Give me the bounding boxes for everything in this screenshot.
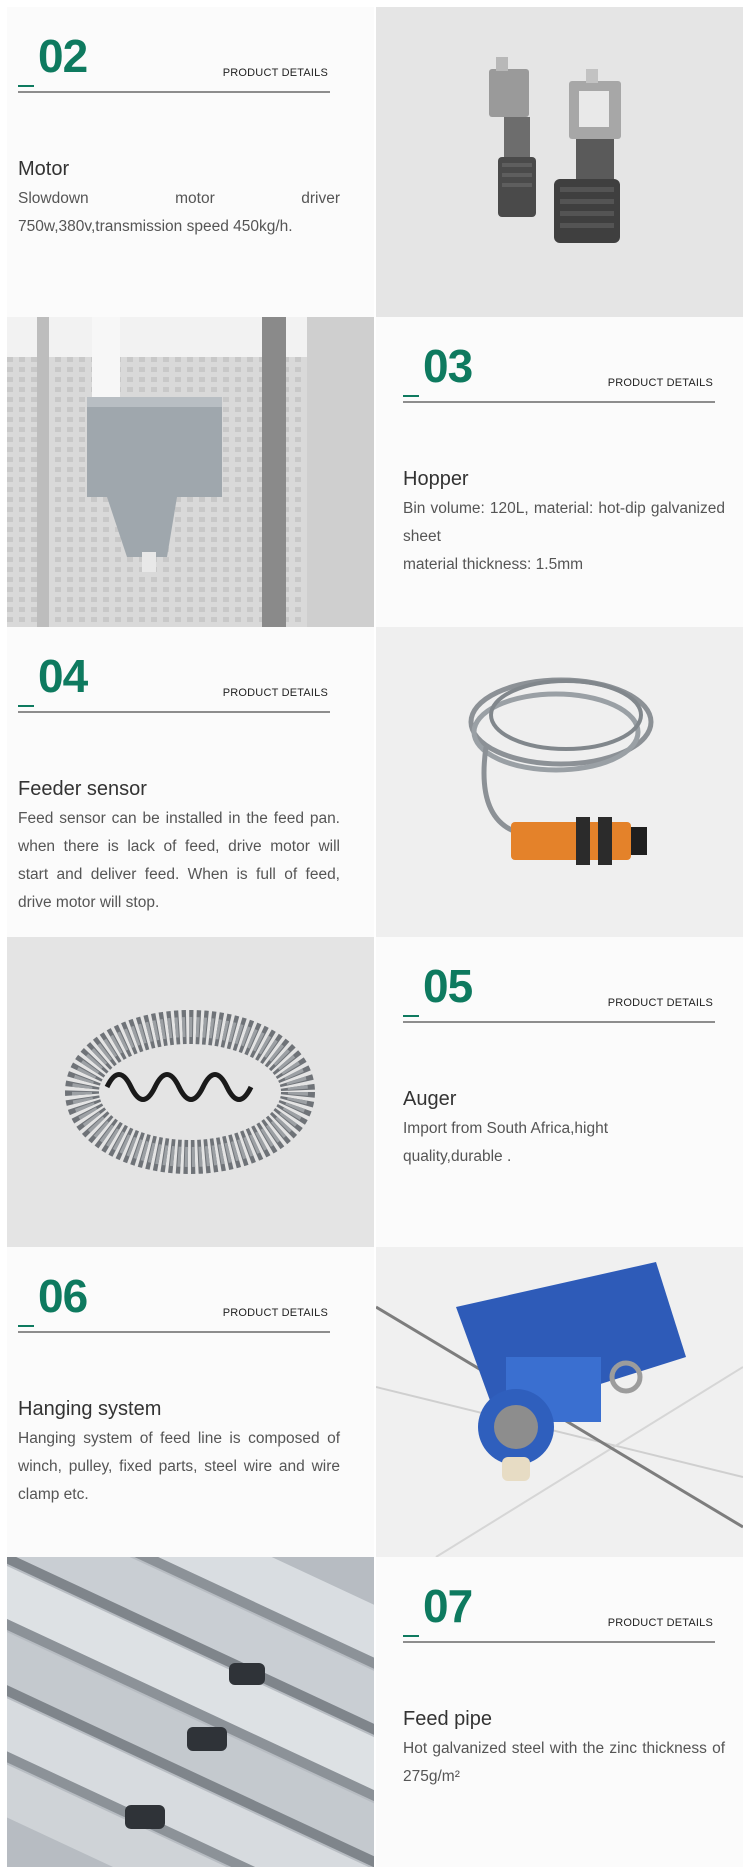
description-line-2: material thickness: 1.5mm [403, 556, 584, 573]
auger-image [7, 937, 374, 1247]
section-number: 05 [423, 960, 473, 1012]
product-details-label: PRODUCT DETAILS [607, 997, 713, 1009]
section-description: Slowdown motor driver 750w,380v,transmission speed 450kg/h. [18, 190, 340, 235]
accent-tick [18, 85, 34, 87]
section-feeder-sensor [7, 627, 744, 937]
section-description [403, 495, 725, 579]
section-heading [18, 649, 338, 709]
sensor-image [376, 627, 743, 937]
product-details-label: PRODUCT DETAILS [222, 67, 328, 79]
accent-tick [403, 1635, 419, 1637]
hopper-image [7, 317, 374, 627]
section-description: Import from South Africa,hight quality,durable . [403, 1120, 609, 1165]
section-hanging-system [7, 1247, 744, 1557]
hanging-system-image [376, 1247, 743, 1557]
section-number: 06 [38, 1270, 88, 1322]
product-details-label: PRODUCT DETAILS [607, 377, 713, 389]
auger-text-panel [376, 937, 743, 1247]
section-heading [403, 959, 723, 1019]
description-line-1: Bin volume: 120L, material: hot-dip galvanized sheet [403, 500, 725, 545]
accent-tick [403, 1015, 419, 1017]
motor-image [376, 7, 743, 317]
heading-divider [18, 91, 330, 93]
feed-pipe-image [7, 1557, 374, 1867]
heading-divider [18, 711, 330, 713]
section-number: 02 [38, 30, 88, 82]
hanging-text-panel [7, 1247, 374, 1557]
section-feed-pipe [7, 1557, 744, 1867]
section-description: Hanging system of feed line is composed of winch, pulley, fixed parts, steel wire and wire clamp etc. [18, 1430, 340, 1503]
section-heading [403, 339, 723, 399]
accent-tick [403, 395, 419, 397]
heading-divider [403, 401, 715, 403]
section-hopper [7, 317, 744, 627]
section-title: Motor [18, 158, 70, 180]
section-heading [18, 1269, 338, 1329]
section-title: Hopper [403, 468, 469, 490]
section-number: 07 [423, 1580, 473, 1632]
sensor-text-panel [7, 627, 374, 937]
accent-tick [18, 705, 34, 707]
section-title: Auger [403, 1088, 457, 1110]
product-details-label: PRODUCT DETAILS [222, 1307, 328, 1319]
section-description: Feed sensor can be installed in the feed pan. when there is lack of feed, drive motor will start and deliver feed. When is full of feed, drive motor will stop. [18, 810, 340, 911]
section-motor [7, 7, 744, 317]
section-title: Feeder sensor [18, 778, 147, 800]
section-auger [7, 937, 744, 1247]
section-number: 03 [423, 340, 473, 392]
product-details-label: PRODUCT DETAILS [607, 1617, 713, 1629]
section-title: Feed pipe [403, 1708, 492, 1730]
section-heading [18, 29, 338, 89]
heading-divider [403, 1641, 715, 1643]
section-description: Hot galvanized steel with the zinc thickness of 275g/m² [403, 1740, 725, 1785]
feed-pipe-text-panel [376, 1557, 743, 1867]
hopper-text-panel [376, 317, 743, 627]
heading-divider [18, 1331, 330, 1333]
section-number: 04 [38, 650, 88, 702]
motor-text-panel [7, 7, 374, 317]
section-heading [403, 1579, 723, 1639]
product-details-label: PRODUCT DETAILS [222, 687, 328, 699]
section-title: Hanging system [18, 1398, 162, 1420]
accent-tick [18, 1325, 34, 1327]
heading-divider [403, 1021, 715, 1023]
